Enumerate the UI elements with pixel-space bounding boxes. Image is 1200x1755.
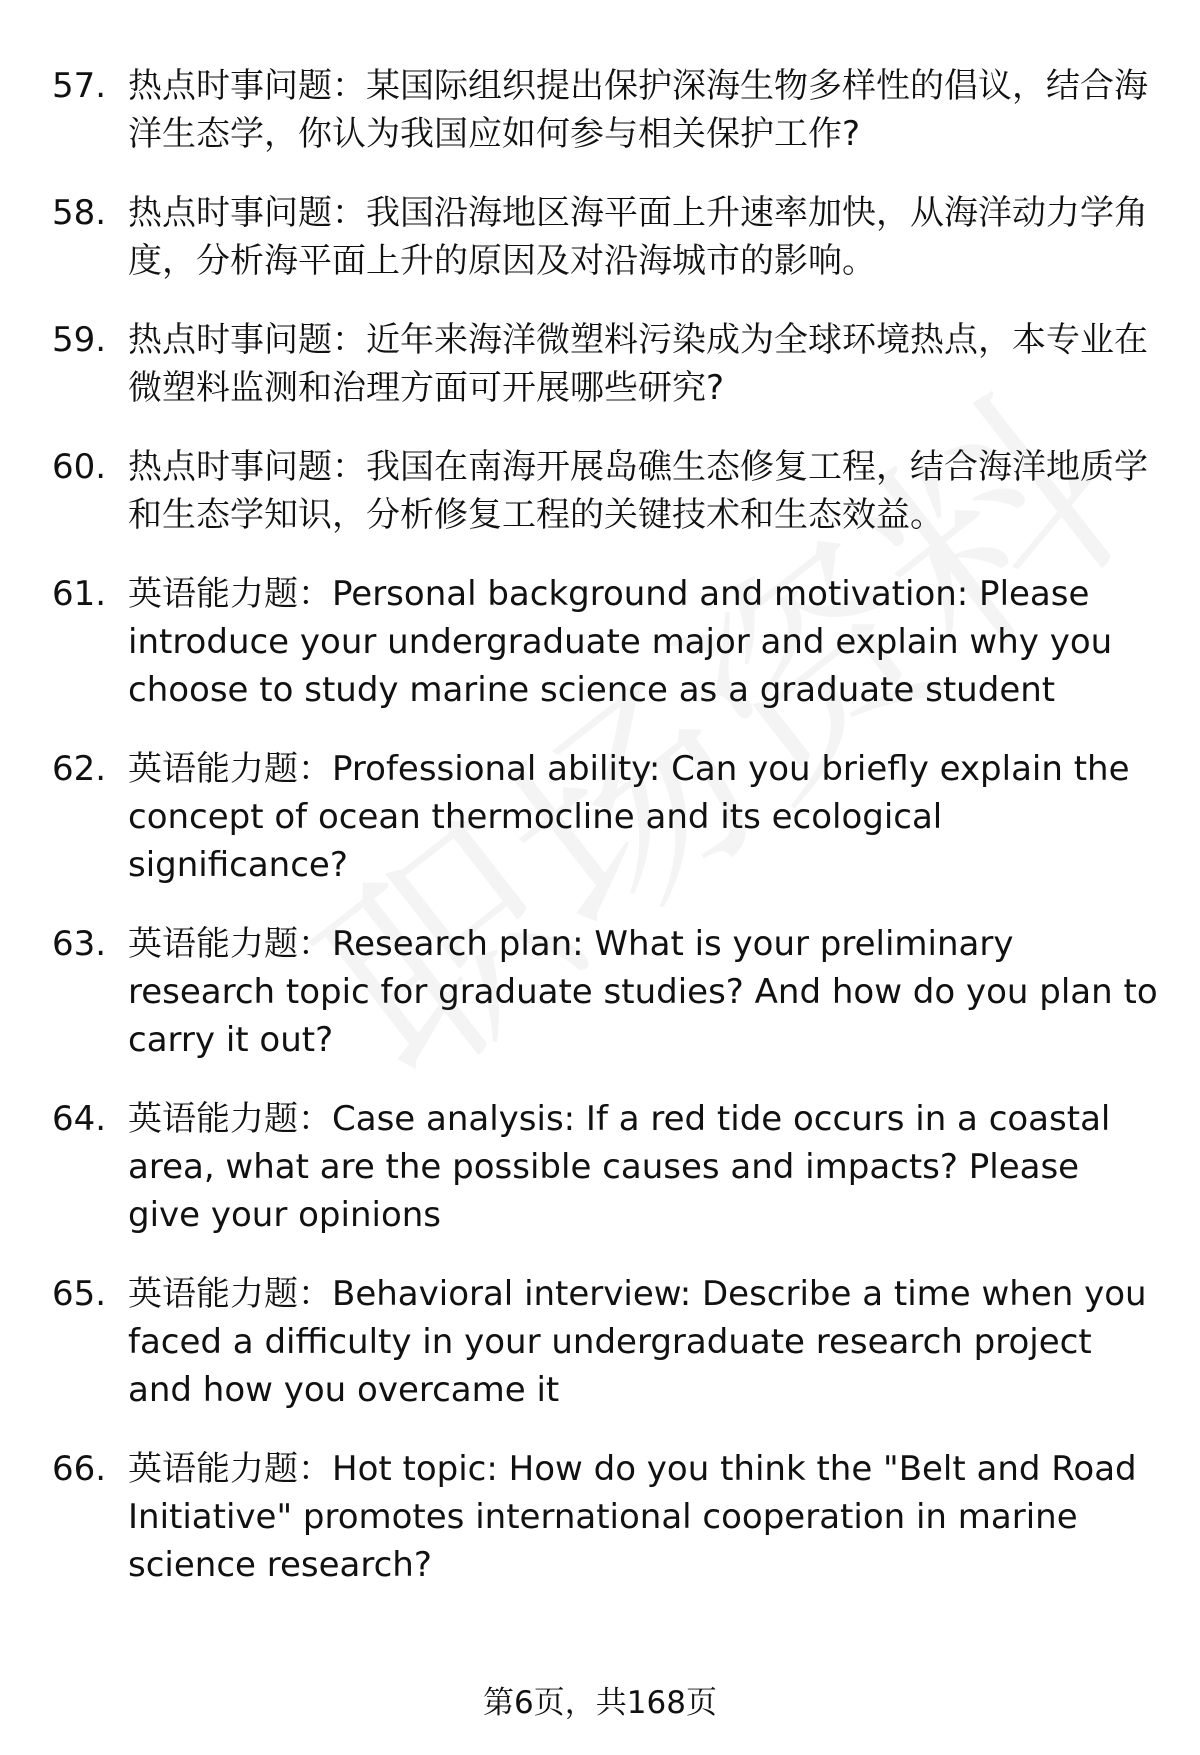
question-item	[0, 1445, 1200, 1589]
question-text: 热点时事问题：某国际组织提出保护深海生物多样性的倡议，结合海洋生态学，你认为我国应如何参与相关保护工作?	[128, 66, 1148, 154]
question-item	[0, 62, 1200, 158]
question-text: 英语能力题：Behavioral interview: Describe a time when you faced a difficulty in your undergraduate research project and how you overcame it	[128, 1274, 1147, 1410]
question-item	[0, 1270, 1200, 1414]
question-number: 57.	[52, 66, 107, 106]
question-number: 58.	[52, 193, 107, 233]
question-list	[0, 62, 1200, 1620]
question-text: 英语能力题：Research plan: What is your preliminary research topic for graduate studies? And how do you plan to carry it out?	[128, 924, 1158, 1060]
question-number: 65.	[52, 1274, 107, 1314]
page-footer: 第6页，共168页	[483, 1685, 717, 1721]
question-item	[0, 316, 1200, 412]
question-text: 英语能力题：Personal background and motivation: Please introduce your undergraduate major and explain why you choose to study marine science as a graduate student	[128, 574, 1113, 710]
question-text: 英语能力题：Case analysis: If a red tide occurs in a coastal area, what are the possible causes and impacts? Please give your opinions	[128, 1099, 1111, 1235]
question-item	[0, 920, 1200, 1064]
question-text: 热点时事问题：我国在南海开展岛礁生态修复工程，结合海洋地质学和生态学知识，分析修复工程的关键技术和生态效益。	[128, 447, 1148, 535]
question-number: 64.	[52, 1099, 107, 1139]
question-item	[0, 570, 1200, 714]
question-text: 英语能力题：Hot topic: How do you think the "Belt and Road Initiative" promotes international cooperation in marine science research?	[128, 1449, 1137, 1585]
question-number: 61.	[52, 574, 107, 614]
question-text: 英语能力题：Professional ability: Can you briefly explain the concept of ocean thermocline and its ecological significance?	[128, 749, 1130, 885]
question-item	[0, 745, 1200, 889]
question-number: 63.	[52, 924, 107, 964]
question-number: 60.	[52, 447, 107, 487]
question-text: 热点时事问题：近年来海洋微塑料污染成为全球环境热点，本专业在微塑料监测和治理方面可开展哪些研究?	[128, 320, 1148, 408]
question-number: 59.	[52, 320, 107, 360]
question-item	[0, 189, 1200, 285]
question-text: 热点时事问题：我国沿海地区海平面上升速率加快，从海洋动力学角度，分析海平面上升的原因及对沿海城市的影响。	[128, 193, 1148, 281]
question-number: 62.	[52, 749, 107, 789]
question-item	[0, 443, 1200, 539]
question-item	[0, 1095, 1200, 1239]
question-number: 66.	[52, 1449, 107, 1489]
